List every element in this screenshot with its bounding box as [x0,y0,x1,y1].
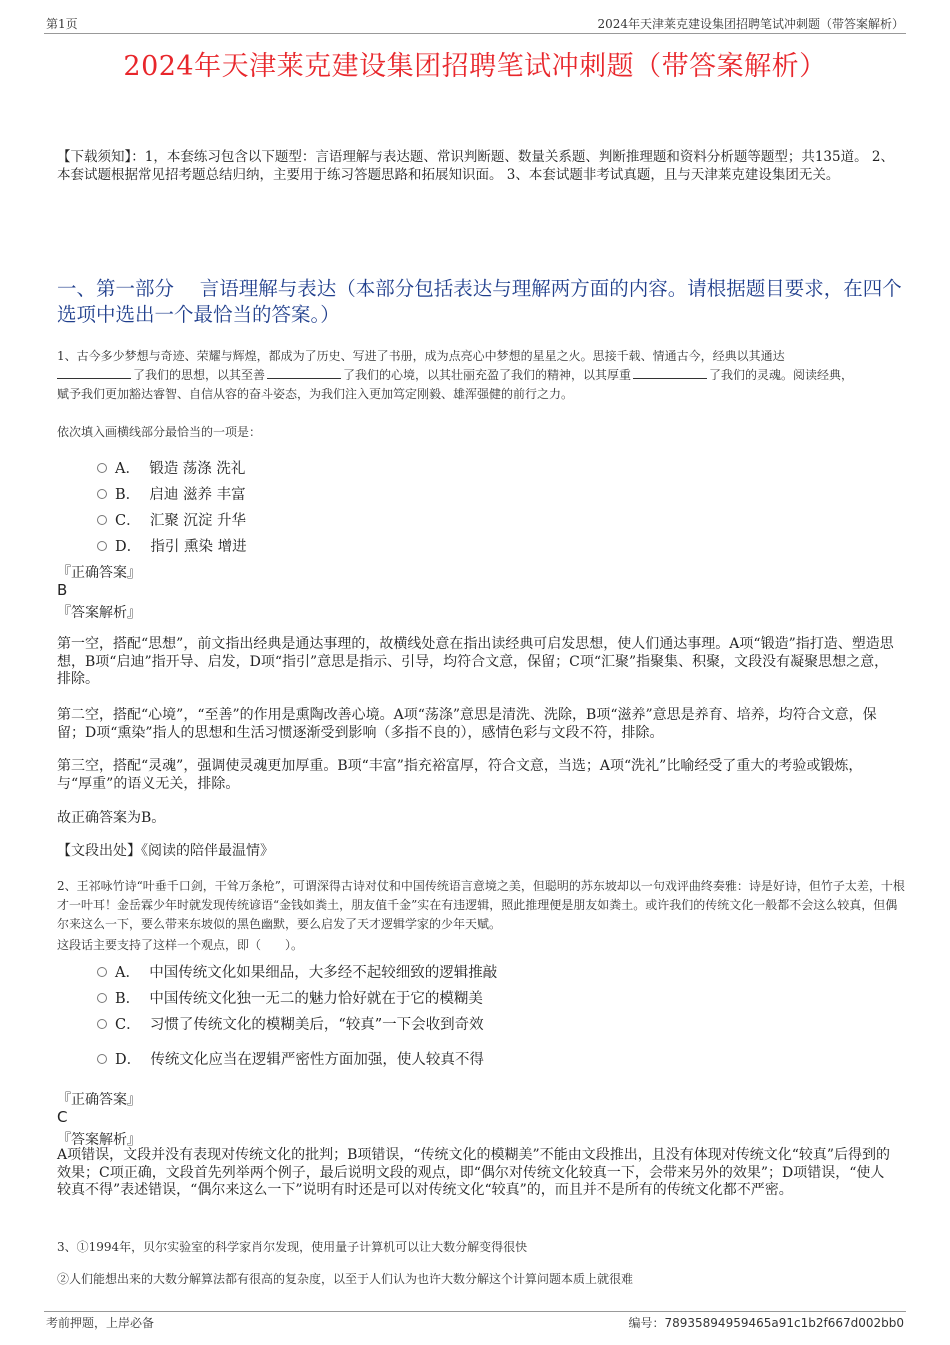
option-text: 中国传统文化如果细品，大多经不起较细致的逻辑推敲 [149,965,498,981]
option-letter: D． [115,1052,142,1068]
q1-analysis-p1: 第一空，搭配“思想”，前文指出经典是通达事理的，故横线处意在指出读经典可启发思想，使人们通达事理。A项“锻造”指打造、塑造思想，B项“启迪”指开导、启发，D项“指引”意思是指示、引导，均符合文意，保留；C项“汇聚”指聚集、积聚，文段没有凝聚思想之意，排除。 [57,636,894,687]
running-header-title: 2024年天津莱克建设集团招聘笔试冲刺题（带答案解析） [597,17,904,31]
q1-stem [57,347,907,404]
q1-option-c[interactable] [97,509,246,530]
option-letter: D． [115,539,142,555]
radio-icon[interactable] [97,1054,107,1064]
q1-option-b[interactable] [97,483,246,504]
q1-stem-line1: 1、古今多少梦想与奇迹、荣耀与辉煌，都成为了历史、写进了书册，成为点亮心中梦想的星星之火。思接千载、情通古今，经典以其通达 [57,349,785,363]
section-heading: 一、第一部分 言语理解与表达（本部分包括表达与理解两方面的内容。请根据题目要求，在四个选项中选出一个最恰当的答案。） [57,277,902,326]
radio-icon[interactable] [97,1019,107,1029]
footer-code-value: 78935894959465a91c1b2f667d002bb0 [664,1316,904,1330]
option-letter: C． [115,1017,141,1033]
q1-analysis-p2: 第二空，搭配“心境”，“至善”的作用是熏陶改善心境。A项“荡涤”意思是清洗、洗除，B项“滋养”意思是养育、培养，均符合文意，保留；D项“熏染”指人的思想和生活习惯逐渐受到影响（多指不良的），感情色彩与文段不符，排除。 [57,707,877,741]
radio-icon[interactable] [97,541,107,551]
q1-analysis-label: 『答案解析』 [57,605,141,621]
header-rule [44,33,906,34]
q1-seg-b: 了我们的心境，以其壮丽充盈了我们的精神，以其厚重 [343,368,632,382]
fill-blank-2 [267,368,341,379]
page-number-label: 第1页 [46,17,78,31]
q2-stem: 2、王祁咏竹诗“叶垂千口剑，干耸万条枪”，可谓深得古诗对仗和中国传统语言意境之美，但聪明的苏东坡却以一句戏评曲终奏雅：诗是好诗，但竹子太差，十根才一叶耳！金岳霖少年时就发现传统谚语“金钱如粪土，朋友值千金”实在有违逻辑，照此推理便是朋友如粪土。或许我们的传统文化一般都不会这么较真，但偶尔来这么一下，要么带来东坡似的黑色幽默，要么启发了天才逻辑学家的少年天赋。 [57,879,905,931]
q2-option-d[interactable] [97,1048,484,1069]
q1-prompt: 依次填入画横线部分最恰当的一项是： [57,425,262,439]
option-letter: C． [115,513,141,529]
q2-option-b[interactable] [97,987,483,1008]
q1-seg-c: 了我们的灵魂。阅读经典， [709,368,854,382]
option-text: 习惯了传统文化的模糊美后，“较真”一下会收到奇效 [149,1017,484,1033]
radio-icon[interactable] [97,967,107,977]
option-letter: A． [115,461,140,477]
q2-analysis: A项错误，文段并没有表现对传统文化的批判；B项错误，“传统文化的模糊美”不能由文段推出，且没有体现对传统文化“较真”后得到的效果；C项正确，文段首先列举两个例子，最后说明文段的观点，即“偶尔对传统文化较真一下，会带来另外的效果”；D项错误，“使人较真不得”表述错误，“偶尔来这么一下”说明有时还是可以对传统文化“较真”的，而且并不是所有的传统文化都不严密。 [57,1147,891,1198]
q1-analysis-p4: 故正确答案为B。 [57,810,166,826]
q1-answer: B [57,581,68,599]
radio-icon[interactable] [97,463,107,473]
option-text: 指引 熏染 增进 [150,539,247,555]
option-text: 启迪 滋养 丰富 [149,487,246,503]
q1-seg-a: 了我们的思想，以其至善 [133,368,266,382]
fill-blank-3 [633,368,707,379]
radio-icon[interactable] [97,993,107,1003]
q2-option-a[interactable] [97,961,497,982]
radio-icon[interactable] [97,515,107,525]
footer-slogan: 考前押题，上岸必备 [46,1316,155,1330]
q2-answer-label: 『正确答案』 [57,1092,141,1108]
download-notice: 【下载须知】：1，本套练习包含以下题型：言语理解与表达题、常识判断题、数量关系题、判断推理题和资料分析题等题型；共135道。 2、本套试题根据常见招考题总结归纳，主要用于练习答题思路和拓展知识面。 3、本套试题非考试真题，且与天津莱克建设集团无关。 [57,149,894,183]
footer-code-label: 编号： [628,1316,665,1330]
document-title: 2024年天津莱克建设集团招聘笔试冲刺题（带答案解析） [123,51,827,82]
q1-answer-label: 『正确答案』 [57,565,141,581]
option-text: 传统文化应当在逻辑严密性方面加强，使人较真不得 [150,1052,484,1068]
radio-icon[interactable] [97,489,107,499]
footer-rule [44,1311,906,1312]
option-text: 汇聚 沉淀 升华 [149,513,247,529]
q3-line2: ②人们能想出来的大数分解算法都有很高的复杂度，以至于人们认为也许大数分解这个计算问题本质上就很难 [57,1272,634,1286]
q2-option-c[interactable] [97,1013,484,1034]
option-letter: B． [115,487,141,503]
q3-line1: 3、①1994年，贝尔实验室的科学家肖尔发现，使用量子计算机可以让大数分解变得很快 [57,1240,528,1254]
footer-code [628,1314,904,1331]
fill-blank-1 [57,368,131,379]
q1-stem-line2 [57,366,907,385]
q1-source: 【文段出处】《阅读的陪伴最温情》 [57,843,274,859]
q2-answer: C [57,1108,68,1126]
option-text: 锻造 荡涤 洗礼 [149,461,246,477]
option-letter: B． [115,991,141,1007]
option-text: 中国传统文化独一无二的魅力恰好就在于它的模糊美 [149,991,483,1007]
q1-analysis-p3: 第三空，搭配“灵魂”，强调使灵魂更加厚重。B项“丰富”指充裕富厚，符合文意，当选；A项“洗礼”比喻经受了重大的考验或锻炼，与“厚重”的语义无关，排除。 [57,758,863,792]
q1-option-d[interactable] [97,535,247,556]
q2-analysis-label: 『答案解析』 [57,1132,141,1148]
option-letter: A． [115,965,140,981]
q1-stem-line3: 赋予我们更加豁达睿智、自信从容的奋斗姿态，为我们注入更加笃定刚毅、雄浑强健的前行之力。 [57,387,574,401]
q1-option-a[interactable] [97,457,245,478]
q2-prompt: 这段话主要支持了这样一个观点，即（ ）。 [57,938,304,952]
